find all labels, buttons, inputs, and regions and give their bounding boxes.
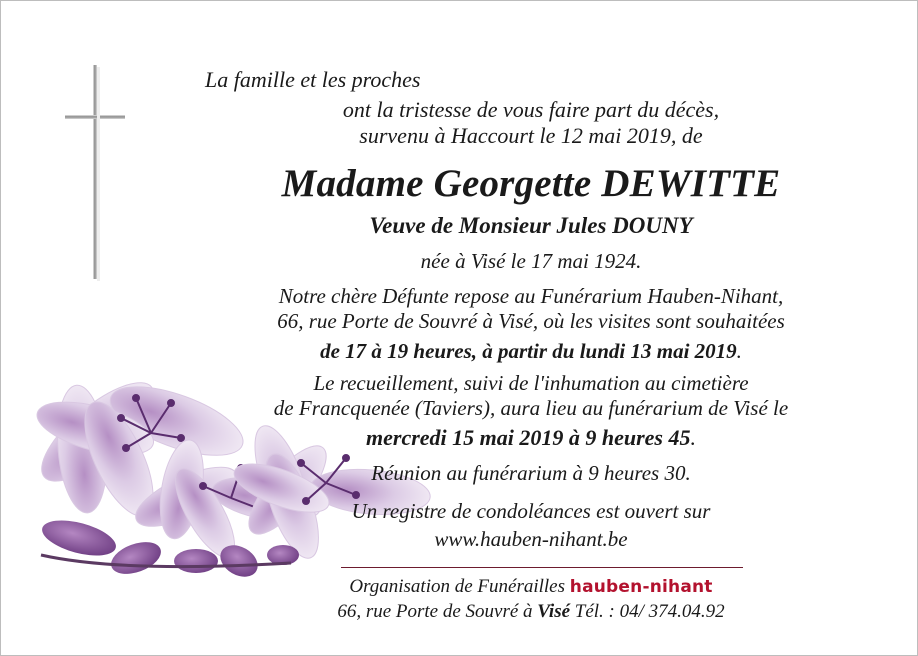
meeting-line: Réunion au funérarium à 9 heures 30. (371, 461, 691, 485)
visitation-paragraph (201, 284, 861, 334)
footer-phone: Tél. : 04/ 374.04.92 (574, 601, 725, 622)
footer-organisation (201, 576, 861, 598)
visitation-hours (201, 339, 861, 364)
intro-announcement-line: ont la tristesse de vous faire part du décès, (342, 97, 720, 122)
register-line: Un registre de condoléances est ouvert sur (351, 499, 711, 523)
footer-address-prefix: 66, rue Porte de Souvré à (337, 601, 533, 622)
intro-family-line: La famille et les proches (205, 67, 421, 92)
visitation-hours-end: . (736, 339, 742, 363)
ceremony-date (201, 425, 861, 451)
intro-place-date-line: survenu à Haccourt le 12 mai 2019, de (359, 123, 703, 148)
footer-org-prefix: Organisation de Funérailles (349, 576, 566, 597)
footer-address-city: Visé (537, 601, 571, 622)
ceremony-paragraph (201, 371, 861, 421)
footer-address (201, 601, 861, 623)
ceremony-date-end: . (690, 425, 696, 450)
spouse-line: Veuve de Monsieur Jules DOUNY (369, 213, 693, 238)
ceremony-line-1: Le recueillement, suivi de l'inhumation au cimetière (313, 371, 749, 395)
footer-divider (341, 567, 743, 568)
visitation-line-2: 66, rue Porte de Souvré à Visé, où les visites sont souhaitées (277, 309, 785, 333)
cross-icon (63, 65, 127, 289)
register-url-link[interactable]: www.hauben-nihant.be (434, 527, 628, 551)
visitation-hours-bold: de 17 à 19 heures, à partir du lundi 13 mai 2019 (320, 339, 737, 363)
ceremony-date-bold: mercredi 15 mai 2019 à 9 heures 45 (366, 425, 691, 450)
ceremony-line-2: de Francquenée (Taviers), aura lieu au funérarium de Visé le (273, 396, 789, 420)
register-paragraph (201, 497, 861, 553)
birth-line: née à Visé le 17 mai 1924. (420, 249, 642, 273)
visitation-line-1: Notre chère Défunte repose au Funérarium Hauben-Nihant, (278, 284, 784, 308)
deceased-name: Madame Georgette DEWITTE (281, 162, 781, 205)
brand-logo: hauben-nihant (569, 577, 713, 597)
